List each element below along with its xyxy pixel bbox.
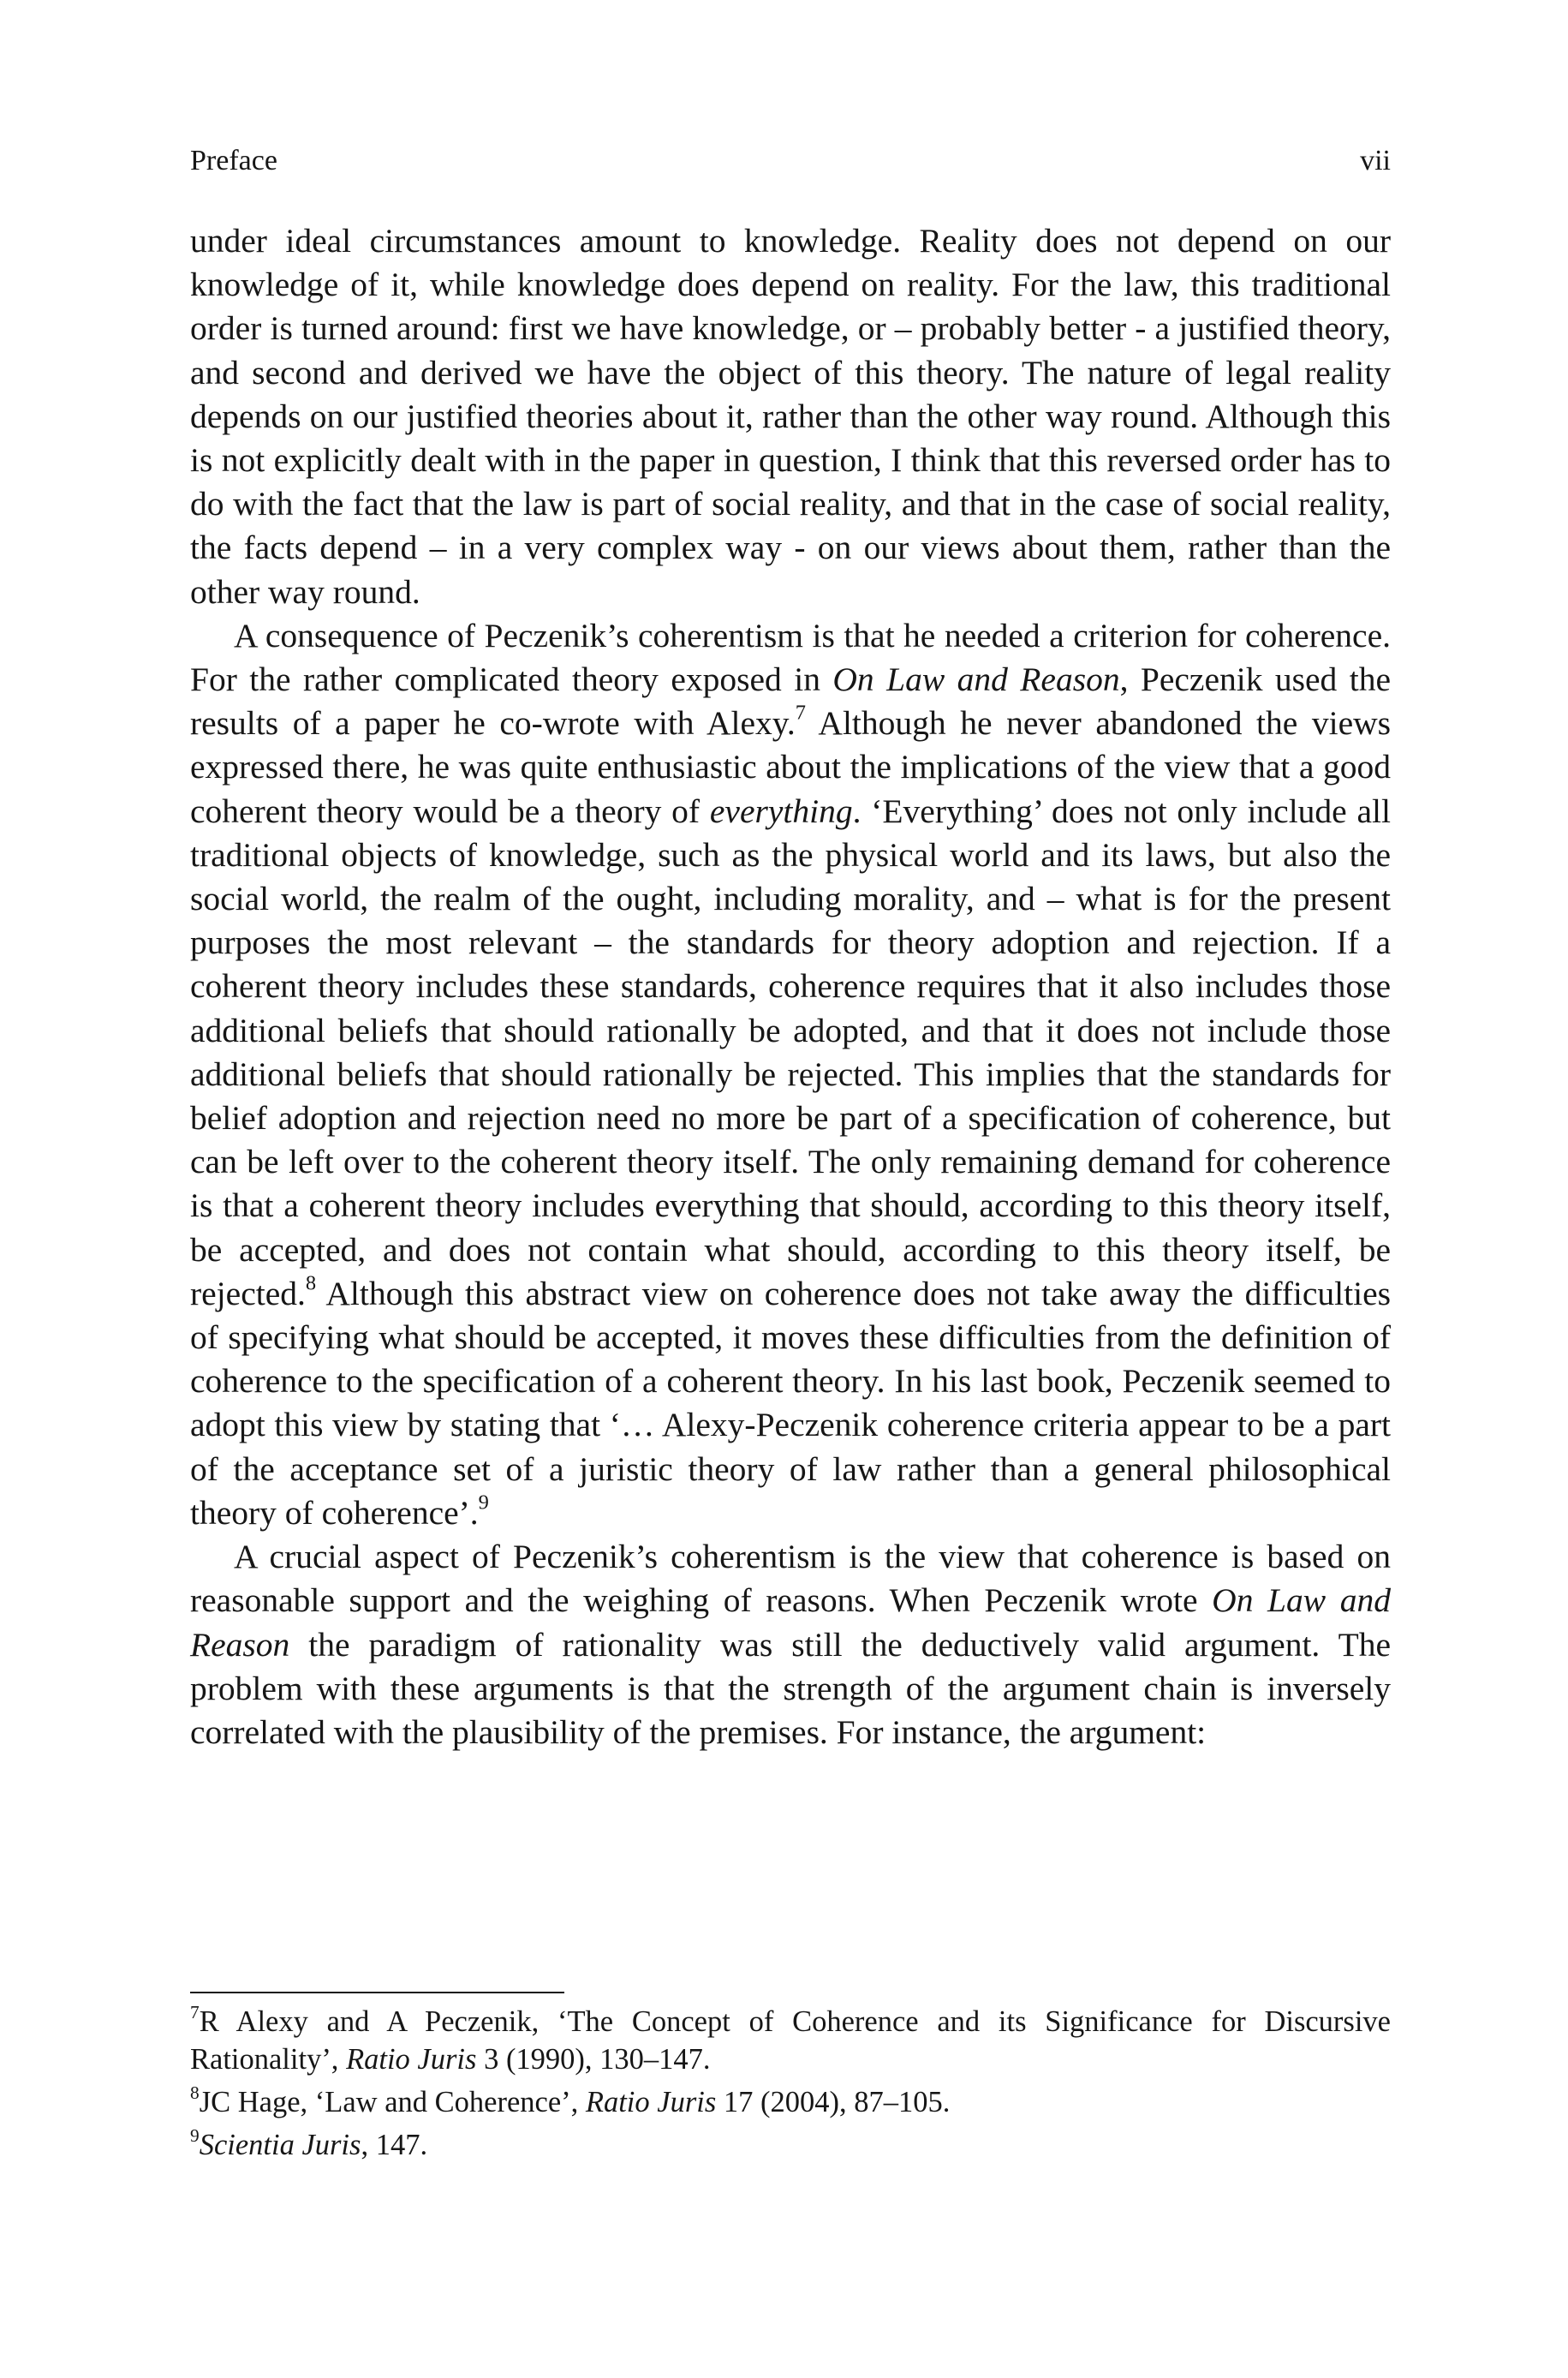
italic-text: On Law and Reason [832, 660, 1120, 699]
text-run: Although he never abandoned the views expressed there, he was quite enthusiastic about the implications of the view that a good coherent theory would be a theory of [190, 704, 1391, 830]
text-run: A consequence of Peczenik’s coherentism is that he needed a criterion for coherence. For the rather complicated theory exposed in [190, 616, 1391, 699]
footnote-number: 9 [190, 2125, 200, 2147]
text-run: , 147. [361, 2129, 428, 2161]
italic-text: Ratio Juris [346, 2043, 477, 2076]
footnote-ref-9: 9 [478, 1491, 489, 1515]
text-run: 3 (1990), 130–147. [476, 2043, 711, 2076]
italic-text: everything [709, 792, 853, 830]
footnote-divider [190, 1992, 564, 1993]
text-run: JC Hage, ‘Law and Coherence’, [199, 2086, 586, 2118]
footnotes [190, 2003, 1391, 2169]
footnote-7 [190, 2003, 1391, 2078]
text-run: A crucial aspect of Peczenik’s coherentism is the view that coherence is based on reasonable support and the weighing of reasons. When Peczenik wrote [190, 1538, 1391, 1620]
text-run: . ‘Everything’ does not only include all traditional objects of knowledge, such as the physical world and its laws, but also the social world, the realm of the ought, including morality, and – what is for the present purposes the most relevant – the standards for theory adoption and rejection. If a coherent theory includes these standards, coherence requires that it also includes those additional beliefs that should rationally be adopted, and that it does not include those additional beliefs that should rationally be rejected. This implies that the standards for belief adoption and rejection need no more be part of a specification of coherence, but can be left over to the coherent theory itself. The only remaining demand for coherence is that a coherent theory includes everything that should, according to this theory itself, be accepted, and does not contain what should, according to this theory itself, be rejected. [190, 792, 1391, 1312]
text-run: Although this abstract view on coherence does not take away the difficulties of specifying what should be accepted, it moves these difficulties from the definition of coherence to the specification of a coherent theory. In his last book, Peczenik seemed to adopt this view by stating that ‘… Alexy-Peczenik coherence criteria appear to be a part of the acceptance set of a juristic theory of law rather than a general philosophical theory of coherence’. [190, 1274, 1391, 1532]
body-text [190, 219, 1391, 1754]
footnote-8 [190, 2083, 1391, 2121]
footnote-ref-7: 7 [795, 701, 807, 725]
text-run: 17 (2004), 87–105. [716, 2086, 951, 2118]
paragraph-2 [190, 614, 1391, 1535]
italic-text: Scientia Juris [199, 2129, 361, 2161]
paragraph-3 [190, 1535, 1391, 1754]
running-head-title: Preface [190, 145, 277, 176]
footnote-number: 7 [190, 2002, 200, 2023]
italic-text: Ratio Juris [585, 2086, 717, 2118]
text-run: the paradigm of rationality was still the deductively valid argument. The problem with these arguments is that the strength of the argument chain is inversely correlated with the plausibility of the premises. For instance, the argument: [190, 1625, 1391, 1751]
running-head [190, 142, 1391, 180]
paragraph-1 [190, 219, 1391, 614]
footnote-9 [190, 2126, 1391, 2164]
page-number: vii [1360, 145, 1391, 176]
italic-text: On Law and Reason [190, 1581, 1391, 1664]
text-run: R Alexy and A Peczenik, ‘The Concept of Coherence and its Significance for Discursive Rationality’, [190, 2005, 1391, 2076]
text-run: under ideal circumstances amount to knowledge. Reality does not depend on our knowledge of it, while knowledge does depend on reality. For the law, this traditional order is turned around: first we have knowledge, or – probably better - a justified theory, and second and derived we have the object of this theory. The nature of legal reality depends on our justified theories about it, rather than the other way round. Although this is not explicitly dealt with in the paper in question, I think that this reversed order has to do with the fact that the law is part of social reality, and that in the case of social reality, the facts depend – in a very complex way - on our views about them, rather than the other way round. [190, 222, 1391, 611]
footnote-ref-8: 8 [305, 1271, 317, 1295]
footnote-number: 8 [190, 2082, 200, 2104]
text-run: , Peczenik used the results of a paper he co-wrote with Alexy. [190, 660, 1391, 743]
